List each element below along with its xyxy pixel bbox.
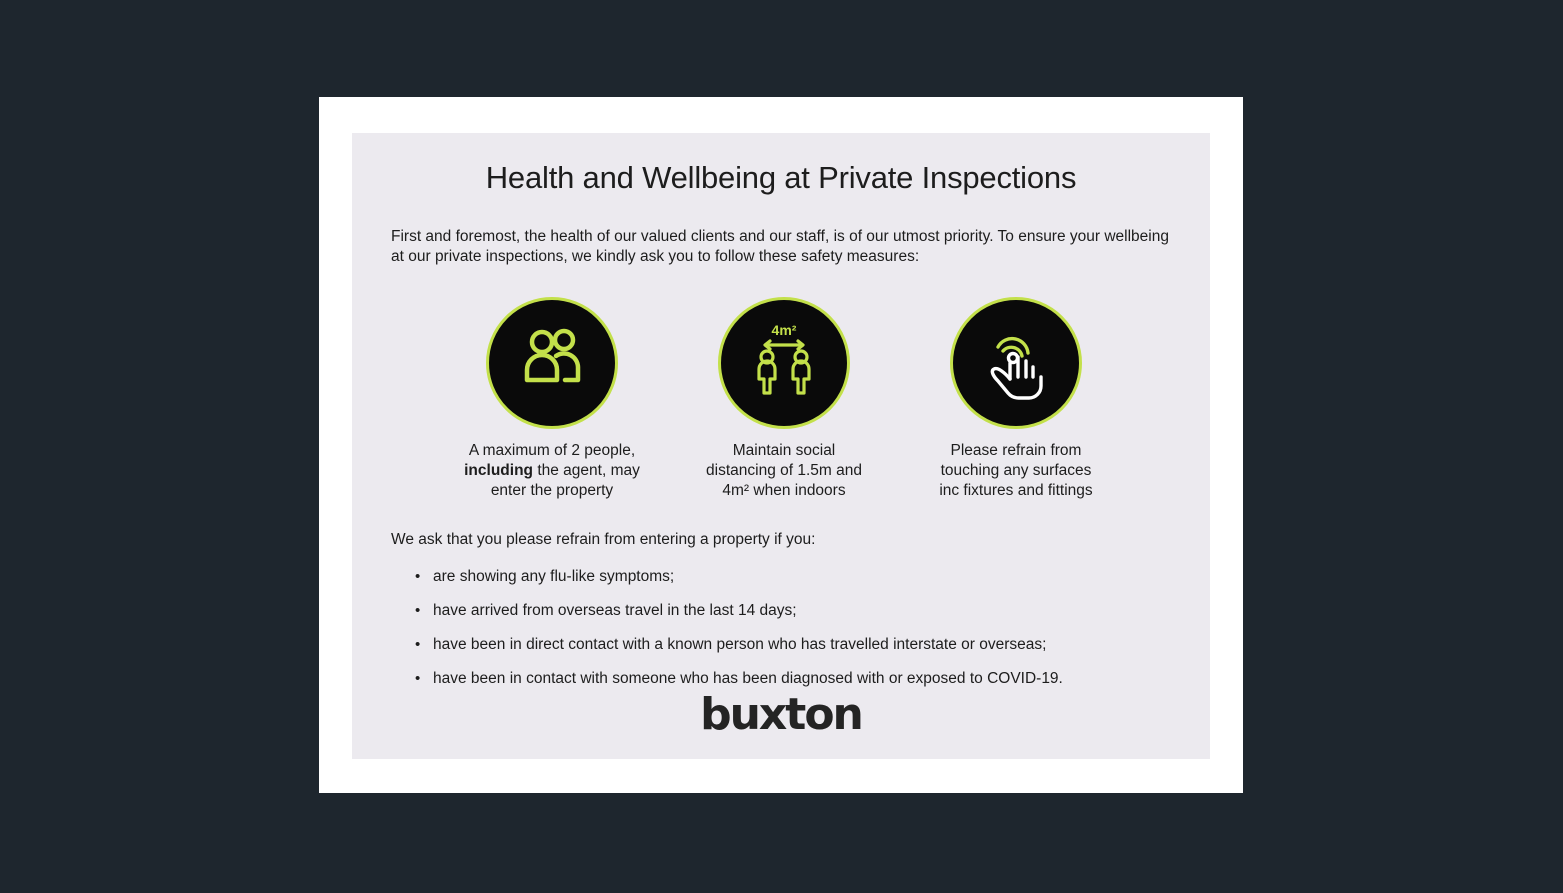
list-item: • have been in direct contact with a known person who has travelled interstate or overseas;: [433, 635, 1203, 655]
measure-caption-line2: touching any surfaces: [940, 462, 1092, 479]
measure-caption: [442, 441, 662, 501]
refrain-intro: We ask that you please refrain from entering a property if you:: [391, 531, 816, 548]
poster-panel: [352, 133, 1210, 759]
measure-caption-line2: distancing of 1.5m and: [706, 462, 862, 479]
page-title: Health and Wellbeing at Private Inspections: [485, 160, 1077, 195]
measure-caption-line1: Please refrain from: [950, 442, 1082, 459]
social-distancing-icon: [718, 297, 850, 429]
buxton-logo: buxton: [700, 689, 862, 740]
list-item: • have been in contact with someone who has been diagnosed with or exposed to COVID-19.: [433, 669, 1203, 689]
measure-item-social-distancing: [668, 297, 900, 501]
measure-caption: [906, 441, 1126, 501]
intro-paragraph: First and foremost, the health of our valued clients and our staff, is of our utmost priority. To ensure your wellbeing at our private inspections, we kindly ask you to follow these safety measures:: [391, 228, 1169, 265]
measure-caption-line3: enter the property: [490, 482, 614, 499]
measure-caption-line1: Maintain social: [732, 442, 836, 459]
measure-caption-line3: 4m² when indoors: [722, 482, 846, 499]
no-touching-hand-icon: [950, 297, 1082, 429]
document-sheet: [319, 97, 1243, 793]
svg-text:4m²: 4m²: [771, 322, 797, 338]
safety-measures-row: [391, 297, 1173, 501]
list-item: • have arrived from overseas travel in the last 14 days;: [433, 601, 1203, 621]
measure-item-no-touching: [900, 297, 1132, 501]
measure-caption-line3: inc fixtures and fittings: [939, 482, 1093, 499]
measure-caption-bold: including: [464, 462, 534, 479]
list-item: • are showing any flu-like symptoms;: [433, 567, 1203, 587]
measure-caption-line1: A maximum of 2 people,: [468, 442, 636, 459]
refrain-reasons-list: [407, 553, 1203, 689]
two-people-icon: [486, 297, 618, 429]
measure-caption-line2: the agent, may: [533, 462, 640, 479]
measure-item-max-people: [436, 297, 668, 501]
measure-caption: [674, 441, 894, 501]
